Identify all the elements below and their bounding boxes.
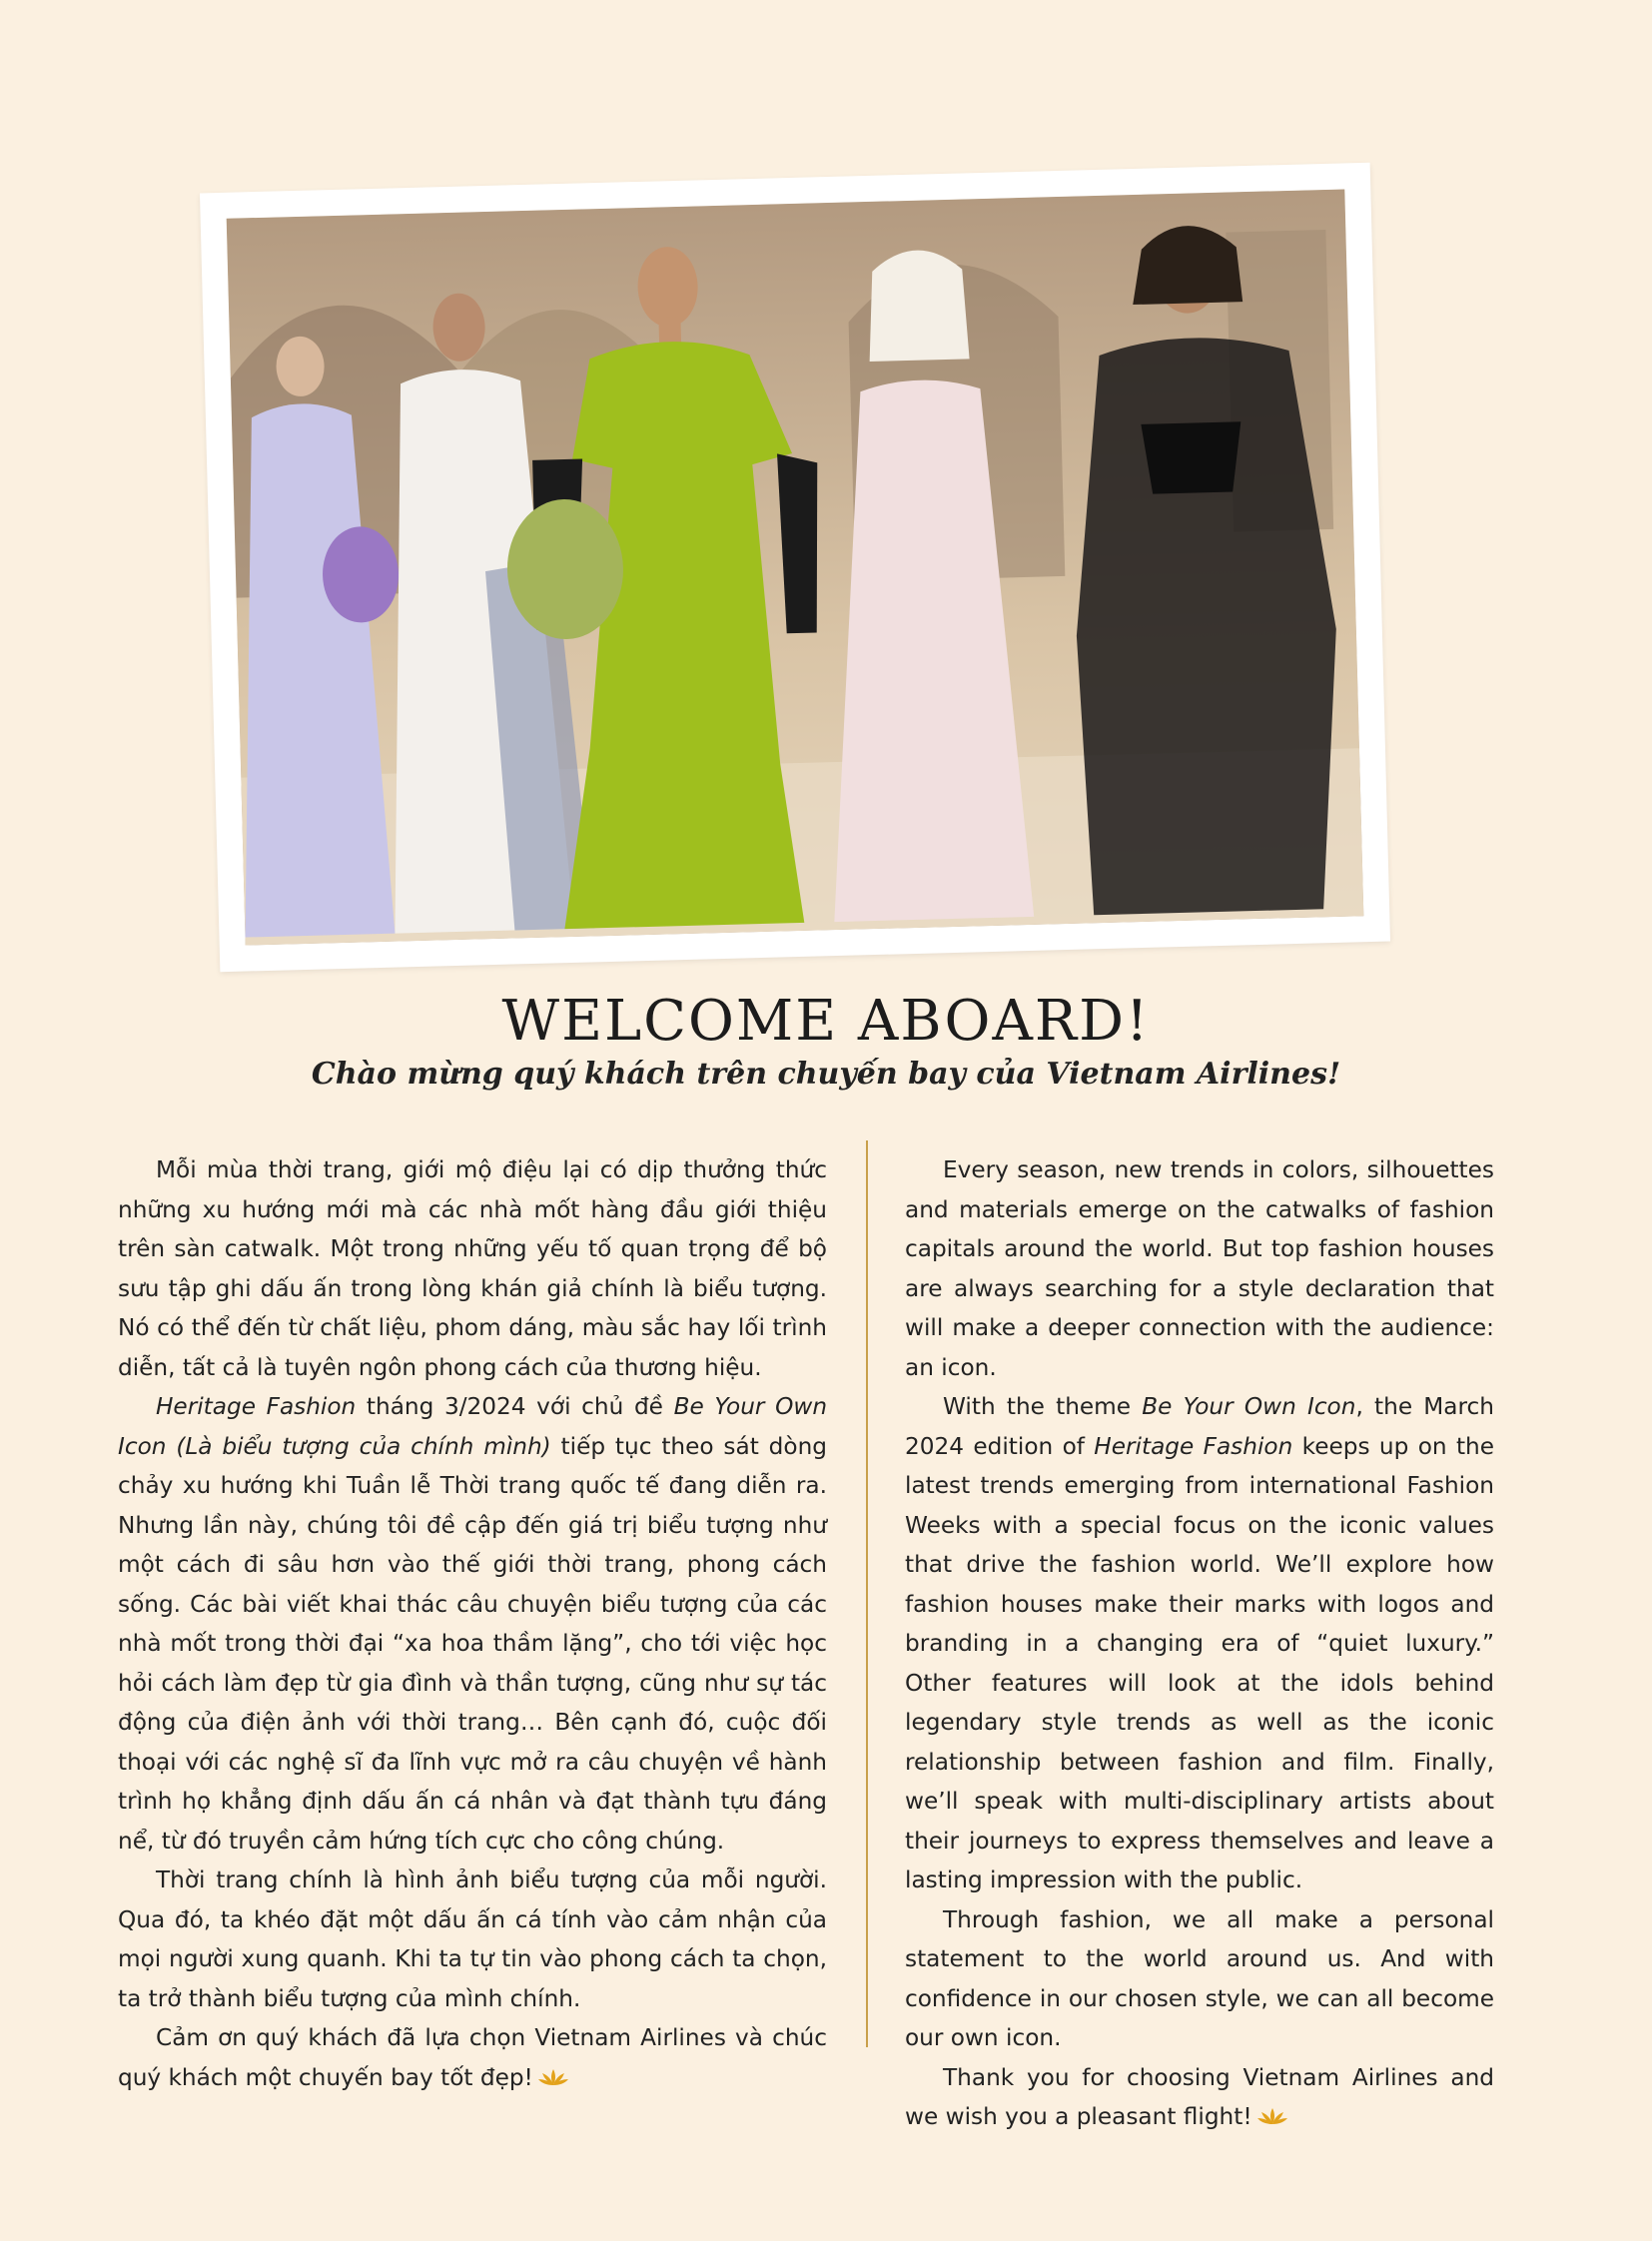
vietnamese-column [118, 1150, 827, 2097]
vi-paragraph-2 [118, 1387, 827, 1861]
vi-text: tiếp tục theo sát dòng chảy xu hướng khi Tuần lễ Thời trang quốc tế đang diễn ra. Nhưng lần này, chúng tôi đề cập đến giá trị biểu tượng như một cách đi sâu hơn vào thế giới thời trang, phong cách sống. Các bài viết khai thác câu chuyện biểu tượng của các nhà mốt trong thời đại “xa hoa thầm lặng”, cho tới việc học hỏi cách làm đẹp từ gia đình và thần tượng, cũng như sự tác động của điện ảnh với thời trang… Bên cạnh đó, cuộc đối thoại với các nghệ sĩ đa lĩnh vực mở ra câu chuyện về hành trình họ khẳng định dấu ấn cá nhân và đạt thành tựu đáng nể, từ đó truyền cảm hứng tích cực cho công chúng. [118, 1432, 827, 1855]
column-divider [866, 1140, 868, 2047]
en-paragraph-3: Through fashion, we all make a personal statement to the world around us. And with confidence in our chosen style, we can all become our own icon. [905, 1905, 1494, 2051]
hero-photo-frame [200, 163, 1390, 972]
lotus-icon [537, 2067, 569, 2087]
vi-paragraph-3: Thời trang chính là hình ảnh biểu tượng của mỗi người. Qua đó, ta khéo đặt một dấu ấn cá tính vào cảm nhận của mọi người xung quanh. Khi ta tự tin vào phong cách ta chọn, ta trở thành biểu tượng của mình chính. [118, 1867, 827, 2012]
page-title: WELCOME ABOARD! [501, 989, 1151, 1054]
en-paragraph-2 [905, 1387, 1494, 1900]
en-magazine-name: Heritage Fashion [1094, 1432, 1293, 1460]
vi-text: tháng 3/2024 với chủ đề [356, 1393, 674, 1420]
english-column [905, 1150, 1494, 2137]
en-text: With the theme [943, 1393, 1143, 1420]
runway-photo-illustration [227, 189, 1364, 945]
vi-closing-text: Cảm ơn quý khách đã lựa chọn Vietnam Airlines và chúc quý khách một chuyến bay tốt đẹp! [118, 2024, 827, 2091]
en-text: , the March 2024 edition of [905, 1393, 1494, 1460]
lotus-icon [1256, 2106, 1288, 2126]
page-subtitle: Chào mừng quý khách trên chuyến bay của Vietnam Airlines! [311, 1057, 1341, 1092]
runway-models-photo [227, 189, 1364, 945]
vi-paragraph-4 [118, 2018, 827, 2097]
vi-magazine-name: Heritage Fashion [156, 1393, 357, 1420]
en-closing-text: Thank you for choosing Vietnam Airlines and we wish you a pleasant flight! [905, 2063, 1494, 2130]
en-paragraph-4 [905, 2058, 1494, 2137]
en-text: keeps up on the latest trends emerging from international Fashion Weeks with a special focus on the iconic values that drive the fashion world. We’ll explore how fashion houses make their marks with logos and branding in a changing era of “quiet luxury.” Other features will look at the idols behind legendary style trends as well as the iconic relationship between fashion and film. Finally, we’ll speak with multi-disciplinary artists about their journeys to express themselves and leave a lasting impression with the public. [905, 1432, 1495, 1893]
vi-paragraph-1: Mỗi mùa thời trang, giới mộ điệu lại có dịp thưởng thức những xu hướng mới mà các nhà mốt hàng đầu giới thiệu trên sàn catwalk. Một trong những yếu tố quan trọng để bộ sưu tập ghi dấu ấn trong lòng khán giả chính là biểu tượng. Nó có thể đến từ chất liệu, phom dáng, màu sắc hay lối trình diễn, tất cả là tuyên ngôn phong cách của thương hiệu. [118, 1156, 827, 1381]
vi-theme-name: Be Your Own Icon (Là biểu tượng của chính mình) [118, 1393, 828, 1460]
en-theme-name: Be Your Own Icon [1142, 1393, 1356, 1420]
blonde-hair [867, 249, 970, 362]
en-paragraph-1: Every season, new trends in colors, silhouettes and materials emerge on the catwalks of fashion capitals around the world. But top fashion houses are always searching for a style declaration that will make a deeper connection with the audience: an icon. [905, 1156, 1494, 1381]
lace-bra [1141, 421, 1242, 494]
